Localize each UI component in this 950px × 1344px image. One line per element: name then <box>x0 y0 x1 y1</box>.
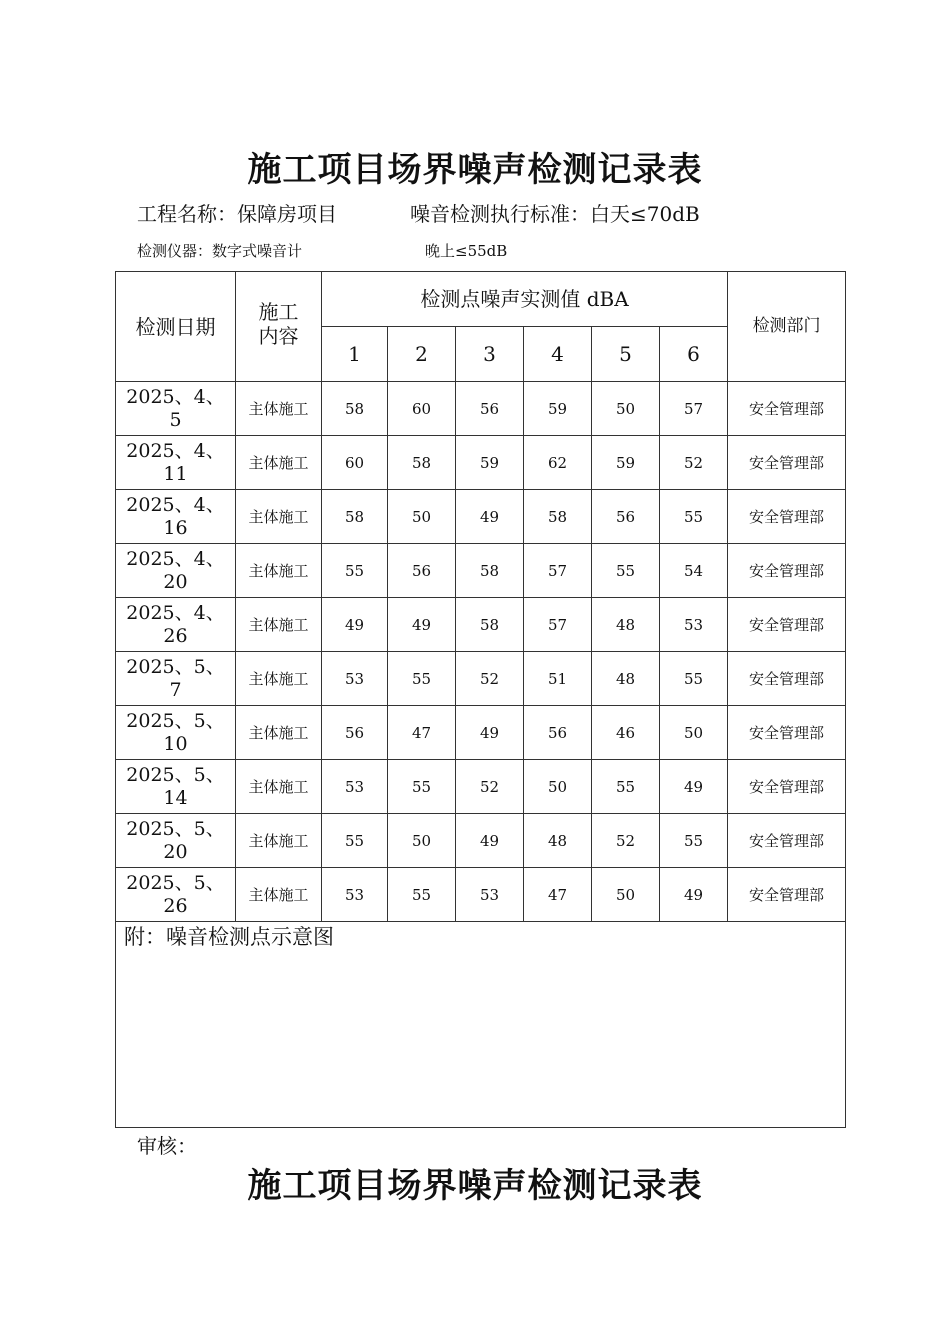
table-row <box>116 436 846 490</box>
value-cell: 52 <box>660 436 728 490</box>
dept-cell: 安全管理部 <box>728 490 846 544</box>
value-cell: 48 <box>592 598 660 652</box>
value-cell: 50 <box>388 814 456 868</box>
content-cell: 主体施工 <box>236 436 322 490</box>
value-cell: 59 <box>592 436 660 490</box>
value-cell: 49 <box>660 760 728 814</box>
content-cell: 主体施工 <box>236 598 322 652</box>
header-date: 检测日期 <box>116 272 236 382</box>
value-cell: 58 <box>322 382 388 436</box>
header-point: 2 <box>388 327 456 382</box>
content-cell: 主体施工 <box>236 706 322 760</box>
date-line1: 2025、5、 <box>126 871 225 894</box>
value-cell: 47 <box>388 706 456 760</box>
diagram-note: 附：噪音检测点示意图 <box>124 925 334 949</box>
value-cell: 48 <box>592 652 660 706</box>
table-row <box>116 598 846 652</box>
value-cell: 50 <box>660 706 728 760</box>
dept-cell: 安全管理部 <box>728 868 846 922</box>
value-cell: 50 <box>592 868 660 922</box>
date-line1: 2025、4、 <box>126 601 225 624</box>
content-cell: 主体施工 <box>236 544 322 598</box>
date-cell <box>116 490 236 544</box>
noise-standard-day: 噪音检测执行标准：白天≤70dB <box>410 202 700 226</box>
table-row <box>116 652 846 706</box>
date-line1: 2025、5、 <box>126 817 225 840</box>
date-line2: 7 <box>169 678 182 701</box>
value-cell: 55 <box>592 544 660 598</box>
content-cell: 主体施工 <box>236 814 322 868</box>
value-cell: 53 <box>660 598 728 652</box>
dept-cell: 安全管理部 <box>728 382 846 436</box>
date-line2: 11 <box>163 462 188 485</box>
value-cell: 49 <box>456 814 524 868</box>
value-cell: 47 <box>524 868 592 922</box>
date-line2: 20 <box>163 840 188 863</box>
value-cell: 56 <box>524 706 592 760</box>
date-line1: 2025、5、 <box>126 763 225 786</box>
date-cell <box>116 382 236 436</box>
header-content <box>236 272 322 382</box>
value-cell: 55 <box>322 814 388 868</box>
header-point: 3 <box>456 327 524 382</box>
value-cell: 55 <box>660 490 728 544</box>
instrument: 检测仪器：数字式噪音计 <box>137 242 303 260</box>
date-cell <box>116 436 236 490</box>
value-cell: 62 <box>524 436 592 490</box>
header-point: 1 <box>322 327 388 382</box>
date-line2: 5 <box>169 408 182 431</box>
date-cell <box>116 814 236 868</box>
value-cell: 53 <box>322 652 388 706</box>
project-name: 工程名称：保障房项目 <box>137 202 337 226</box>
table-row <box>116 706 846 760</box>
content-cell: 主体施工 <box>236 760 322 814</box>
diagram-note-cell <box>116 922 846 1128</box>
value-cell: 54 <box>660 544 728 598</box>
content-cell: 主体施工 <box>236 868 322 922</box>
value-cell: 50 <box>592 382 660 436</box>
value-cell: 58 <box>322 490 388 544</box>
value-cell: 49 <box>388 598 456 652</box>
value-cell: 56 <box>388 544 456 598</box>
header-content-line2: 内容 <box>258 324 299 348</box>
noise-standard-night: 晚上≤55dB <box>425 242 508 260</box>
value-cell: 48 <box>524 814 592 868</box>
value-cell: 51 <box>524 652 592 706</box>
date-cell <box>116 706 236 760</box>
value-cell: 49 <box>660 868 728 922</box>
date-line1: 2025、4、 <box>126 385 225 408</box>
content-cell: 主体施工 <box>236 652 322 706</box>
value-cell: 52 <box>456 760 524 814</box>
header-content-line1: 施工 <box>258 300 299 324</box>
date-line1: 2025、5、 <box>126 655 225 678</box>
value-cell: 56 <box>322 706 388 760</box>
dept-cell: 安全管理部 <box>728 436 846 490</box>
value-cell: 50 <box>524 760 592 814</box>
dept-cell: 安全管理部 <box>728 760 846 814</box>
table-row <box>116 544 846 598</box>
value-cell: 50 <box>388 490 456 544</box>
value-cell: 49 <box>456 706 524 760</box>
value-cell: 57 <box>524 544 592 598</box>
content-cell: 主体施工 <box>236 382 322 436</box>
value-cell: 52 <box>592 814 660 868</box>
table-row <box>116 868 846 922</box>
value-cell: 53 <box>456 868 524 922</box>
value-cell: 55 <box>660 814 728 868</box>
date-line2: 26 <box>163 624 188 647</box>
value-cell: 55 <box>388 760 456 814</box>
date-line2: 14 <box>163 786 188 809</box>
value-cell: 55 <box>322 544 388 598</box>
table-row <box>116 760 846 814</box>
value-cell: 46 <box>592 706 660 760</box>
value-cell: 49 <box>322 598 388 652</box>
date-line2: 16 <box>163 516 188 539</box>
date-cell <box>116 598 236 652</box>
date-cell <box>116 544 236 598</box>
dept-cell: 安全管理部 <box>728 652 846 706</box>
value-cell: 56 <box>592 490 660 544</box>
date-line1: 2025、4、 <box>126 547 225 570</box>
header-measured: 检测点噪声实测值 dBA <box>322 272 728 327</box>
table-row <box>116 814 846 868</box>
page-title: 施工项目场界噪声检测记录表 <box>247 150 703 190</box>
header-point: 6 <box>660 327 728 382</box>
header-point: 5 <box>592 327 660 382</box>
date-line1: 2025、4、 <box>126 493 225 516</box>
dept-cell: 安全管理部 <box>728 544 846 598</box>
date-cell <box>116 760 236 814</box>
date-line2: 10 <box>163 732 188 755</box>
value-cell: 55 <box>388 868 456 922</box>
date-line1: 2025、4、 <box>126 439 225 462</box>
value-cell: 55 <box>660 652 728 706</box>
reviewer-label: 审核： <box>137 1134 197 1158</box>
value-cell: 58 <box>524 490 592 544</box>
date-cell <box>116 868 236 922</box>
value-cell: 52 <box>456 652 524 706</box>
noise-record-table <box>115 271 846 1128</box>
value-cell: 49 <box>456 490 524 544</box>
value-cell: 56 <box>456 382 524 436</box>
value-cell: 60 <box>388 382 456 436</box>
table-row <box>116 490 846 544</box>
value-cell: 55 <box>388 652 456 706</box>
page-title-repeat: 施工项目场界噪声检测记录表 <box>247 1166 703 1206</box>
date-line2: 26 <box>163 894 188 917</box>
value-cell: 58 <box>456 544 524 598</box>
header-point: 4 <box>524 327 592 382</box>
value-cell: 57 <box>524 598 592 652</box>
table-row <box>116 382 846 436</box>
date-line2: 20 <box>163 570 188 593</box>
value-cell: 59 <box>524 382 592 436</box>
value-cell: 53 <box>322 760 388 814</box>
value-cell: 53 <box>322 868 388 922</box>
dept-cell: 安全管理部 <box>728 706 846 760</box>
dept-cell: 安全管理部 <box>728 814 846 868</box>
value-cell: 59 <box>456 436 524 490</box>
value-cell: 58 <box>388 436 456 490</box>
dept-cell: 安全管理部 <box>728 598 846 652</box>
header-dept: 检测部门 <box>728 272 846 382</box>
value-cell: 60 <box>322 436 388 490</box>
value-cell: 55 <box>592 760 660 814</box>
date-line1: 2025、5、 <box>126 709 225 732</box>
content-cell: 主体施工 <box>236 490 322 544</box>
date-cell <box>116 652 236 706</box>
value-cell: 58 <box>456 598 524 652</box>
value-cell: 57 <box>660 382 728 436</box>
